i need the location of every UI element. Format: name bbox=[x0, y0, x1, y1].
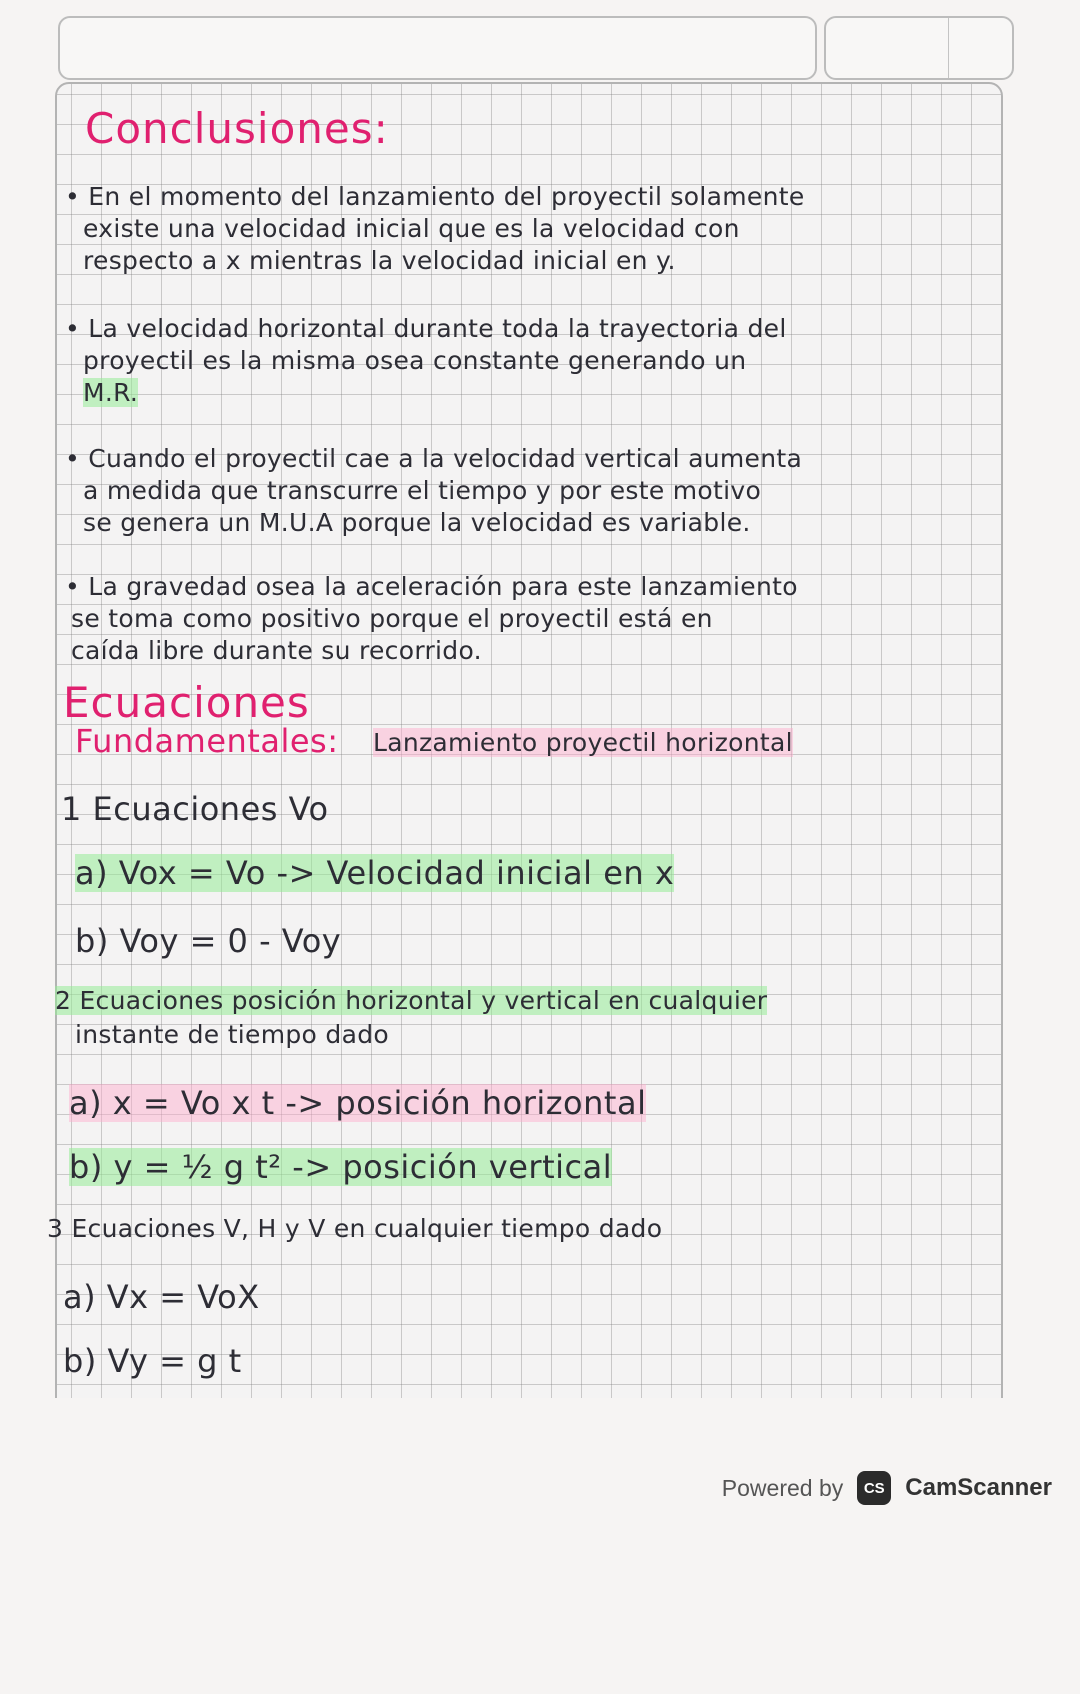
scanner-watermark bbox=[722, 1466, 1052, 1510]
section-2-item-b: b) y = ½ g t² -> posición vertical bbox=[69, 1148, 613, 1186]
conclusion-1-line-2: existe una velocidad inicial que es la velocidad con bbox=[83, 214, 740, 243]
section-1-item-a: a) Vox = Vo -> Velocidad inicial en x bbox=[75, 854, 675, 892]
header-box-title bbox=[58, 16, 817, 80]
section-1-heading: 1 Ecuaciones Vo bbox=[61, 790, 329, 828]
conclusion-4-line-2: se toma como positivo porque el proyectil está en bbox=[71, 604, 713, 633]
conclusion-1-line-3: respecto a x mientras la velocidad inicial en y. bbox=[83, 246, 676, 275]
equations-title-1: Ecuaciones bbox=[63, 678, 310, 727]
conclusion-2-line-2: proyectil es la misma osea constante generando un bbox=[83, 346, 747, 375]
conclusion-3-line-3: se genera un M.U.A porque la velocidad es variable. bbox=[83, 508, 751, 537]
conclusions-title: Conclusiones: bbox=[85, 104, 389, 153]
conclusion-3-line-1: • Cuando el proyectil cae a la velocidad vertical aumenta bbox=[65, 444, 803, 473]
section-2-heading-2: instante de tiempo dado bbox=[75, 1020, 389, 1049]
equations-subtitle: Lanzamiento proyectil horizontal bbox=[373, 728, 793, 757]
conclusion-1-line-1: • En el momento del lanzamiento del proyectil solamente bbox=[65, 182, 805, 211]
section-3-heading: 3 Ecuaciones V, H y V en cualquier tiempo dado bbox=[47, 1214, 663, 1243]
camscanner-logo-icon: CS bbox=[857, 1471, 891, 1505]
section-3-item-a: a) Vx = VoX bbox=[63, 1278, 260, 1316]
section-3-item-b: b) Vy = g t bbox=[63, 1342, 242, 1380]
powered-by-label: Powered by bbox=[721, 1474, 844, 1501]
section-2-item-a: a) x = Vo x t -> posición horizontal bbox=[69, 1084, 647, 1122]
section-1-item-b: b) Voy = 0 - Voy bbox=[75, 922, 342, 960]
conclusion-4-line-1: • La gravedad osea la aceleración para este lanzamiento bbox=[65, 572, 798, 601]
conclusion-2-line-1: • La velocidad horizontal durante toda la trayectoria del bbox=[65, 314, 787, 343]
section-2-heading: 2 Ecuaciones posición horizontal y vertical en cualquier bbox=[55, 986, 768, 1015]
conclusion-4-line-3: caída libre durante su recorrido. bbox=[71, 636, 482, 665]
conclusion-2-line-3: M.R. bbox=[83, 378, 139, 407]
conclusion-3-line-2: a medida que transcurre el tiempo y por este motivo bbox=[83, 476, 762, 505]
header-box-date bbox=[824, 16, 1014, 80]
handwritten-notes bbox=[47, 82, 1003, 1694]
camscanner-brand: CamScanner bbox=[905, 1474, 1052, 1501]
equations-title-2: Fundamentales: bbox=[75, 722, 339, 760]
